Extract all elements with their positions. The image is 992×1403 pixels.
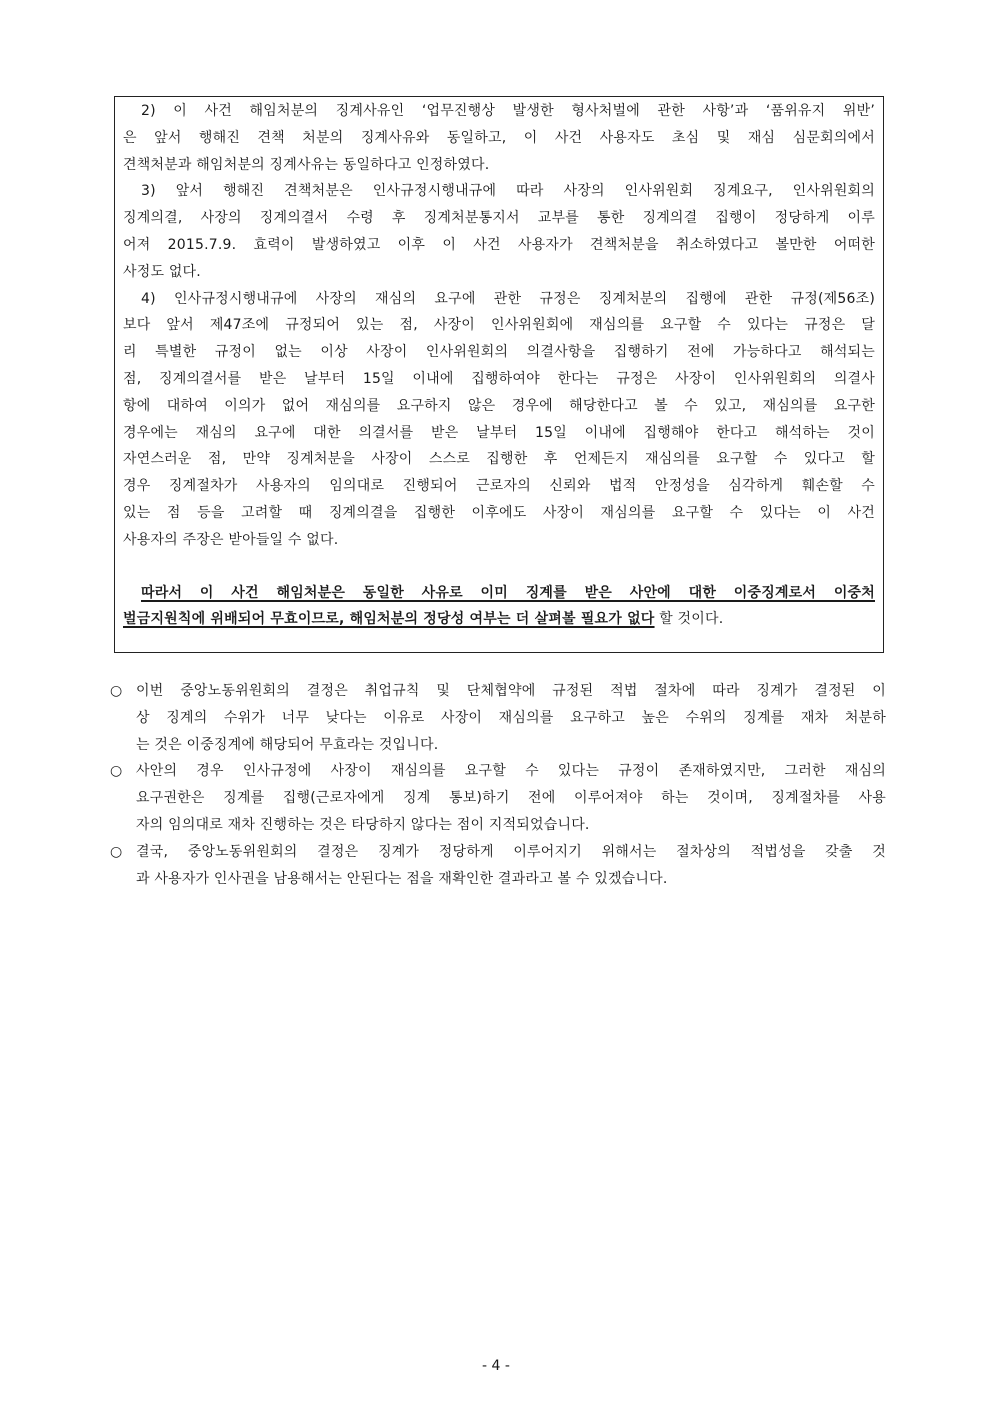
paragraph-4-line: 사용자의 주장은 받아들일 수 없다.	[123, 531, 339, 548]
paragraph-4-line: 자연스러운 점, 만약 징계처분을 사장이 스스로 집행한 후 언제든지 재심의를 요구할 수 있다고 할	[123, 451, 875, 468]
decision-excerpt-box	[114, 96, 884, 653]
paragraph-3-line: 징계의결, 사장의 징계의결서 수령 후 징계처분통지서 교부를 통한 징계의결 집행이 정당하게 이루	[123, 210, 875, 227]
paragraph-2-line: 견책처분과 해임처분의 징계사유는 동일하다고 인정하였다.	[123, 156, 490, 173]
paragraph-3-line: 3) 앞서 행해진 견책처분은 인사규정시행내규에 따라 사장의 인사위원회 징계요구, 인사위원회의	[141, 183, 875, 200]
bullet-line: 상 징계의 수위가 너무 낮다는 이유로 사장이 재심의를 요구하고 높은 수위의 징계를 재차 처분하	[136, 709, 886, 726]
page-number: - 4 -	[482, 1358, 510, 1374]
paragraph-4-line: 경우에는 재심의 요구에 대한 의결서를 받은 날부터 15일 이내에 집행해야 한다고 해석하는 것이	[123, 424, 875, 441]
paragraph-2-line: 2) 이 사건 해임처분의 징계사유인 ‘업무진행상 발생한 형사처벌에 관한 사항’과 ‘품위유지 위반’	[141, 103, 875, 119]
bullet-item	[110, 758, 886, 838]
circle-bullet-icon: ○	[110, 683, 123, 699]
bullet-line: 결국, 중앙노동위원회의 결정은 징계가 정당하게 이루어지기 위해서는 절차상의 적법성을 갖출 것	[136, 843, 886, 860]
bullet-line: 이번 중앙노동위원회의 결정은 취업규칙 및 단체협약에 규정된 적법 절차에 따라 징계가 결정된 이	[136, 683, 886, 699]
bullet-item	[110, 839, 886, 893]
conclusion-line	[123, 606, 875, 633]
conclusion-line	[123, 580, 875, 607]
summary-bullet-list	[110, 678, 886, 892]
circle-bullet-icon: ○	[110, 843, 123, 860]
conclusion-underlined-text: 벌금지원칙에 위배되어 무효이므로, 해임처분의 정당성 여부는 더 살펴볼 필요가 없다	[123, 611, 655, 628]
paragraph-3-line: 사정도 없다.	[123, 263, 201, 280]
paragraph-4-line: 보다 앞서 제47조에 규정되어 있는 점, 사장이 인사위원회에 재심의를 요구할 수 있다는 규정은 달	[123, 317, 875, 334]
bullet-item	[110, 678, 886, 758]
bullet-line: 자의 임의대로 재차 진행하는 것은 타당하지 않다는 점이 지적되었습니다.	[136, 816, 590, 833]
paragraph-spacer	[123, 554, 875, 580]
paragraph-4-line: 점, 징계의결서를 받은 날부터 15일 이내에 집행하여야 한다는 규정은 사장이 인사위원회의 의결사	[123, 370, 875, 387]
paragraph-4-line: 있는 점 등을 고려할 때 징계의결을 집행한 이후에도 사장이 재심의를 요구할 수 있다는 이 사건	[123, 504, 875, 521]
paragraph-4-line: 리 특별한 규정이 없는 이상 사장이 인사위원회의 의결사항을 집행하기 전에 가능하다고 해석되는	[123, 344, 875, 361]
conclusion-tail-text: 할 것이다.	[654, 611, 724, 628]
bullet-line: 과 사용자가 인사권을 남용해서는 안된다는 점을 재확인한 결과라고 볼 수 있겠습니다.	[136, 870, 668, 887]
circle-bullet-icon: ○	[110, 763, 123, 780]
paragraph-4-line: 4) 인사규정시행내규에 사장의 재심의 요구에 관한 규정은 징계처분의 집행에 관한 규정(제56조)	[141, 290, 875, 307]
paragraph-4-line: 항에 대하여 이의가 없어 재심의를 요구하지 않은 경우에 해당한다고 볼 수 있고, 재심의를 요구한	[123, 397, 875, 414]
paragraph-4-line: 경우 징계절차가 사용자의 임의대로 진행되어 근로자의 신뢰와 법적 안정성을 심각하게 훼손할 수	[123, 478, 875, 495]
conclusion-underlined-text: 따라서 이 사건 해임처분은 동일한 사유로 이미 징계를 받은 사안에 대한 이중징계로서 이중처	[141, 584, 875, 601]
bullet-line: 요구권한은 징계를 집행(근로자에게 징계 통보)하기 전에 이루어져야 하는 것이며, 징계절차를 사용	[136, 790, 886, 807]
bullet-line: 는 것은 이중징계에 해당되어 무효라는 것입니다.	[136, 736, 439, 753]
paragraph-2-line: 은 앞서 행해진 견책 처분의 징계사유와 동일하고, 이 사건 사용자도 초심 및 재심 심문회의에서	[123, 129, 875, 146]
paragraph-3-line: 어져 2015.7.9. 효력이 발생하였고 이후 이 사건 사용자가 견책처분을 취소하였다고 볼만한 어떠한	[123, 236, 875, 253]
bullet-line: 사안의 경우 인사규정에 사장이 재심의를 요구할 수 있다는 규정이 존재하였지만, 그러한 재심의	[136, 763, 886, 780]
